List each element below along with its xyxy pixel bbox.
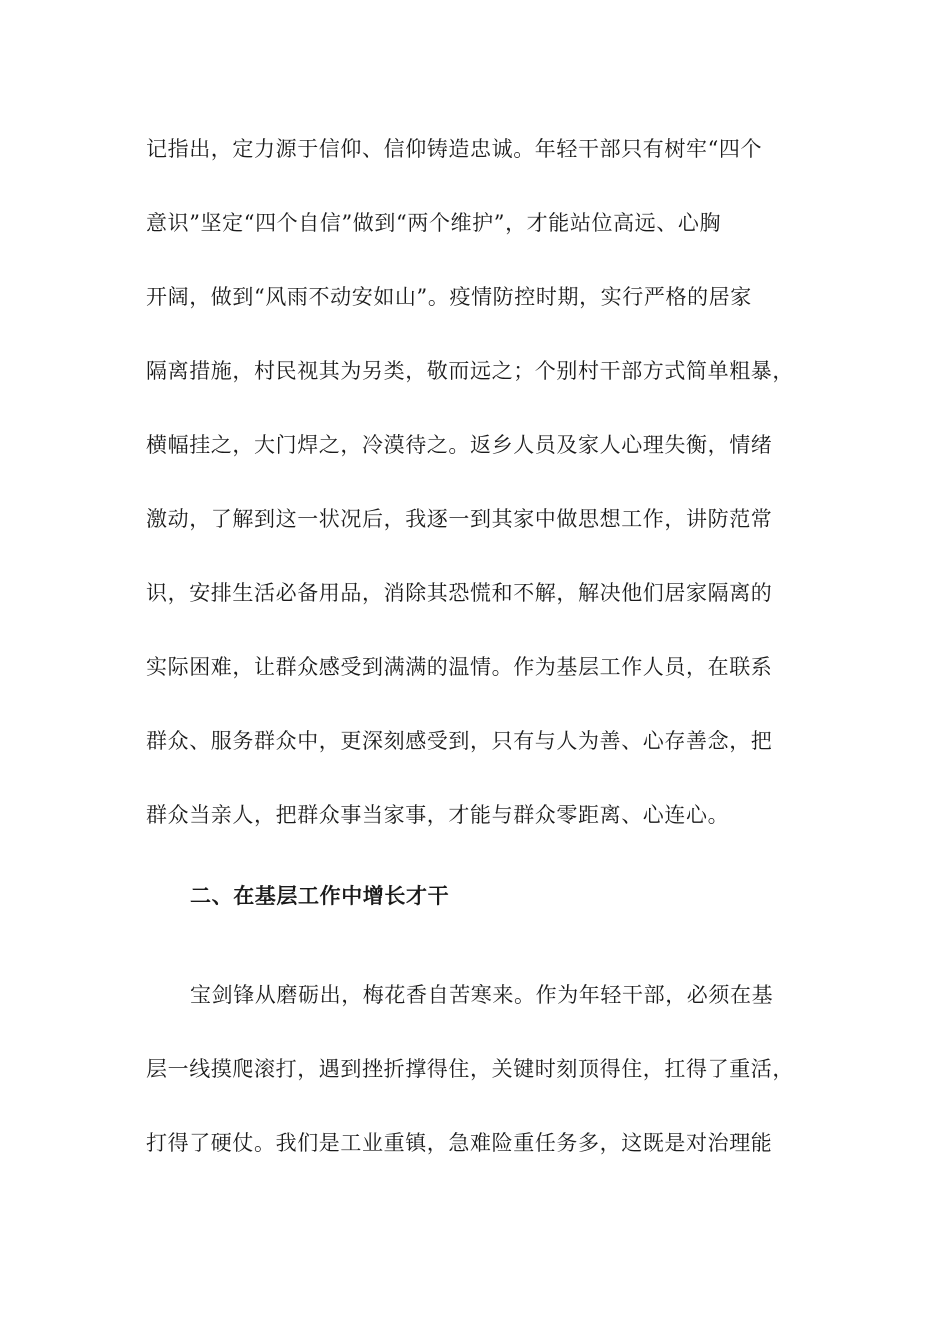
paragraph-line: 层一线摸爬滚打，遇到挫折撑得住，关键时刻顶得住，扛得了重活， [146,1057,794,1081]
paragraph-line: 实际困难，让群众感受到满满的温情。作为基层工作人员，在联系 [146,655,773,679]
paragraph-line: 开阔，做到“风雨不动安如山”。疫情防控时期，实行严格的居家 [146,285,752,309]
section-heading: 二、在基层工作中增长才干 [190,883,450,908]
paragraph-line: 宝剑锋从磨砺出，梅花香自苦寒来。作为年轻干部，必须在基 [190,983,774,1007]
paragraph-line: 打得了硬仗。我们是工业重镇，急难险重任务多，这既是对治理能 [146,1131,773,1155]
body-paragraph-1 [146,112,806,852]
paragraph-line: 隔离措施，村民视其为另类，敬而远之；个别村干部方式简单粗暴， [146,359,794,383]
paragraph-line: 意识”坚定“四个自信”做到“两个维护”，才能站位高远、心胸 [146,211,722,235]
paragraph-line: 识，安排生活必备用品，消除其恐慌和不解，解决他们居家隔离的 [146,581,773,605]
paragraph-line: 记指出，定力源于信仰、信仰铸造忠诚。年轻干部只有树牢“四个 [146,137,763,161]
paragraph-line: 激动，了解到这一状况后，我逐一到其家中做思想工作，讲防范常 [146,507,773,531]
paragraph-line: 横幅挂之，大门焊之，冷漠待之。返乡人员及家人心理失衡，情绪 [146,433,773,457]
paragraph-line: 群众当亲人，把群众事当家事，才能与群众零距离、心连心。 [146,803,730,827]
body-paragraph-2 [146,958,806,1180]
paragraph-line: 群众、服务群众中，更深刻感受到，只有与人为善、心存善念，把 [146,729,773,753]
